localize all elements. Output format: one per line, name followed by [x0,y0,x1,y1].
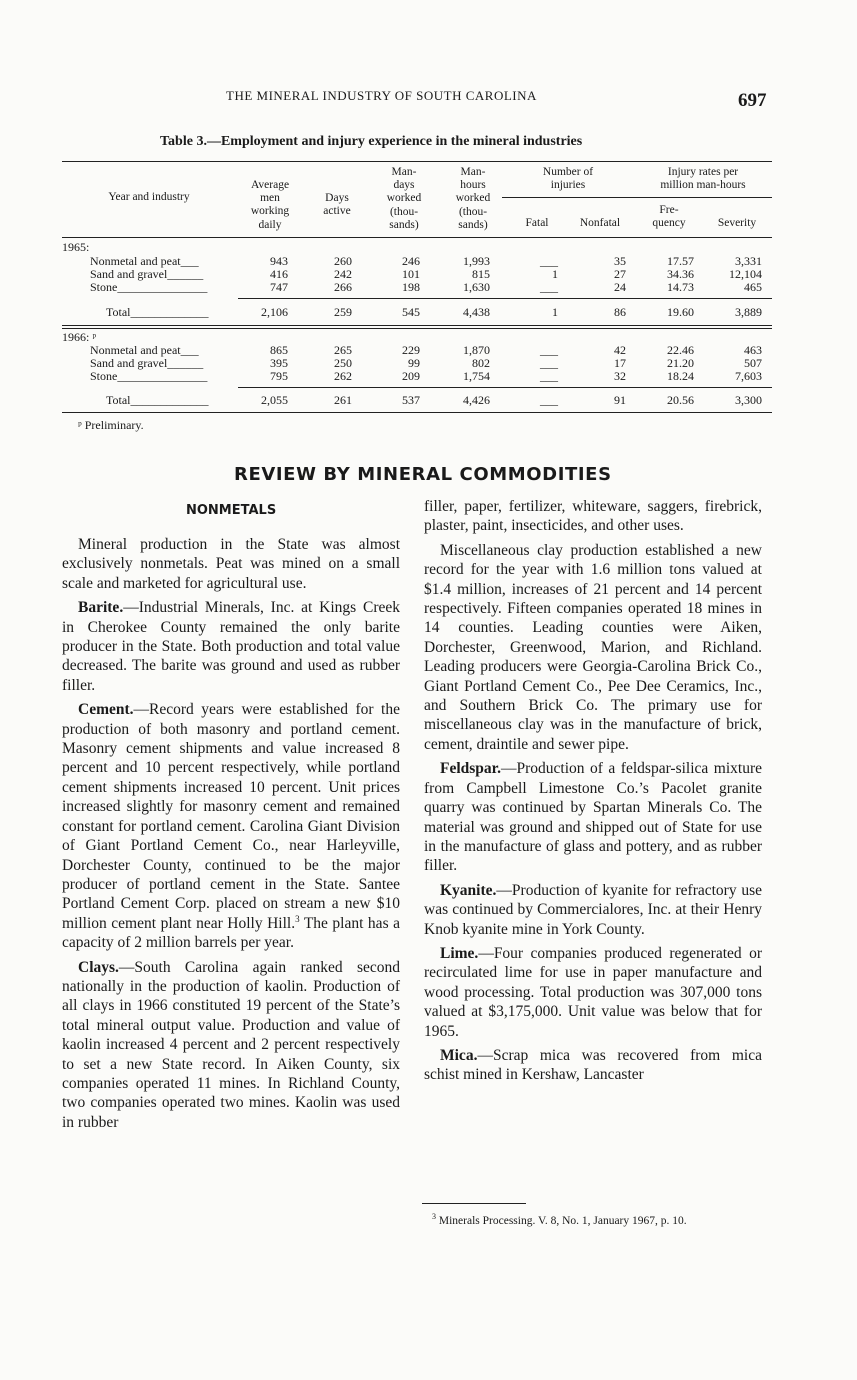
table-row [62,370,772,384]
paragraph-barite [62,598,400,695]
feldspar-text: —Production of a feldspar-silica mixture from Campbell Limestone Co.’s Pacolet granite quarry was continued by Spartan Minerals Co. The material was ground and shipped out of State for use in the manufacture of glass and pottery, and as rubber filler. [424,760,762,875]
block-rule-1 [62,325,772,326]
cell-men: 416 [270,267,288,281]
cell-days: 250 [334,356,352,370]
cell-men: 865 [270,343,288,357]
cell-men: 795 [270,369,288,383]
cell-fatal: ___ [540,393,558,407]
right-column [424,497,762,1090]
subtotal-rule [238,387,772,388]
cell-mandays: 198 [402,280,420,294]
cell-nonfatal: 32 [614,369,626,383]
cell-frequency: 20.56 [667,393,694,407]
cell-days: 242 [334,267,352,281]
header-man-days: Man- days worked (thou- sands) [386,166,422,231]
table-bottom-rule [62,412,772,413]
barite-heading: Barite. [78,599,124,617]
barite-text: —Industrial Minerals, Inc. at Kings Creek in Cherokee County remained the only barite producer in the State. Both production and total value decreased. The barite was ground and used as rubber filler. [62,599,400,694]
paragraph-lime [424,944,762,1041]
cell-manhours: 1,870 [463,343,490,357]
cell-frequency: 14.73 [667,280,694,294]
header-frequency: Fre- quency [652,204,686,230]
clays-text: —South Carolina again ranked second nationally in the production of kaolin. Production of all clays in 1966 constituted 19 percent of the State’s total mineral output value. Production and value of kaolin increased 4 percent and 2 percent respectively to set a new State record. In Aiken County, six companies operated 11 mines. In Richland County, two companies operated two mines. Kaolin was used in rubber [62,958,400,1131]
cell-severity: 3,889 [735,305,762,319]
table-row-total [62,306,772,320]
cell-manhours: 1,993 [463,254,490,268]
clays-heading: Clays. [78,958,119,976]
footnote-ref: 3 [295,913,300,924]
paragraph-mica [424,1046,762,1085]
subtotal-rule [238,298,772,299]
cell-men: 943 [270,254,288,268]
section-title: REVIEW BY MINERAL COMMODITIES [234,464,612,485]
footnote-3 [424,1210,768,1228]
footnote-text: Minerals Processing. V. 8, No. 1, January 1967, p. 10. [436,1214,687,1227]
row-label: Nonmetal and peat___ [90,343,199,357]
page-number: 697 [738,90,767,111]
header-injury-rates: Injury rates per million man-hours [660,166,746,192]
cell-nonfatal: 35 [614,254,626,268]
cell-nonfatal: 27 [614,267,626,281]
cell-severity: 7,603 [735,369,762,383]
cell-mandays: 229 [402,343,420,357]
cell-mandays: 99 [408,356,420,370]
cell-frequency: 18.24 [667,369,694,383]
cell-fatal: ___ [540,280,558,294]
row-label: Nonmetal and peat___ [90,254,199,268]
cell-manhours: 1,754 [463,369,490,383]
header-year-industry: Year and industry [108,191,190,203]
paragraph-misc-clay: Miscellaneous clay production established a new record for the year with 1.6 million tons valued at $1.4 million, increases of 21 percent and 14 percent respectively. Fifteen companies operated 18 mines in 14 counties. Leading counties were Aiken, Dorchester, Greenwood, Marion, and Richland. Leading producers were Georgia-Carolina Brick Co., Giant Portland Cement Co., Pee Dee Ceramics, Inc., and Southern Brick Co. The primary use for miscellaneous clay was in the manufacture of brick, cement, draintile and sewer pipe. [424,541,762,753]
header-sub-rule [502,197,772,198]
lime-text: —Four companies produced regenerated or recirculated lime for use in paper manufacture and wood processing. Total production was 307,000 tons valued at $3,175,000. Unit value was below that for 1965. [424,944,762,1040]
footnote-rule [422,1203,526,1204]
header-days-active: Days active [323,192,351,218]
cell-nonfatal: 86 [614,305,626,319]
cell-manhours: 802 [472,356,490,370]
footnote-mark: 3 [432,1212,436,1221]
cement-text: —Record years were established for the production of both masonry and portland cement. Masonry cement shipments and value increased 8 percent and 10 percent respectively, while portland cement shipments increased 10 percent. Unit prices increased slightly for masonry cement and remained constant for portland cement. Carolina Giant Division of Giant Portland Cement Co., near Harleyville, Dorchester County, continued to be the major producer of portland cement in the State. Santee Portland Cement Corp. placed on stream a new $10 million cement plant near Holly Hill. [62,701,400,932]
cell-days: 262 [334,369,352,383]
table-row [62,281,772,295]
row-label: Total_____________ [106,305,209,319]
table-title: Table 3.—Employment and injury experience in the mineral industries [160,134,583,149]
cell-manhours: 4,438 [463,305,490,319]
table-top-rule [62,161,772,162]
table-footnote: ᵖ Preliminary. [78,418,144,432]
paragraph-feldspar [424,759,762,875]
cell-severity: 507 [744,356,762,370]
row-label: Stone_______________ [90,280,208,294]
cell-days: 260 [334,254,352,268]
running-title: THE MINERAL INDUSTRY OF SOUTH CAROLINA [226,88,537,103]
cell-men: 395 [270,356,288,370]
row-label: Total_____________ [106,393,209,407]
cell-frequency: 22.46 [667,343,694,357]
paragraph-clays-cont: filler, paper, fertilizer, whiteware, saggers, firebrick, plaster, paint, insecticides, and other uses. [424,498,762,535]
cell-men: 2,055 [261,393,288,407]
header-fatal: Fatal [525,217,549,229]
kyanite-text: —Production of kyanite for refractory use was continued by Commercialores, Inc. at their Henry Knob kyanite mine in York County. [424,881,762,938]
cell-fatal: ___ [540,254,558,268]
cell-mandays: 537 [402,393,420,407]
row-label: Sand and gravel______ [90,267,204,281]
paragraph-kyanite [424,881,762,939]
paragraph-intro: Mineral production in the State was almost exclusively nonmetals. Peat was mined on a small scale and marketed for agricultural use. [62,536,400,592]
cell-manhours: 4,426 [463,393,490,407]
header-nonfatal: Nonfatal [579,217,621,229]
cell-days: 261 [334,393,352,407]
cell-fatal: ___ [540,369,558,383]
cell-nonfatal: 24 [614,280,626,294]
header-bottom-rule [62,237,772,238]
cell-men: 747 [270,280,288,294]
cell-fatal: 1 [552,267,558,281]
cell-days: 266 [334,280,352,294]
paragraph-cement [62,700,400,952]
cell-nonfatal: 42 [614,343,626,357]
header-avg-men: Average men working daily [250,179,290,231]
cell-severity: 3,331 [735,254,762,268]
cell-mandays: 101 [402,267,420,281]
cell-men: 2,106 [261,305,288,319]
cell-fatal: ___ [540,356,558,370]
cement-heading: Cement. [78,701,134,719]
header-num-injuries: Number of injuries [542,166,594,192]
cell-manhours: 1,630 [463,280,490,294]
cell-frequency: 17.57 [667,254,694,268]
cell-fatal: 1 [552,305,558,319]
left-column [62,535,400,1137]
header-man-hours: Man- hours worked (thou- sands) [455,166,491,231]
cell-severity: 12,104 [729,267,762,281]
cell-frequency: 21.20 [667,356,694,370]
block-rule-2 [62,328,772,329]
cell-days: 265 [334,343,352,357]
cell-severity: 3,300 [735,393,762,407]
header-severity: Severity [717,217,757,229]
row-label: Sand and gravel______ [90,356,204,370]
cell-severity: 465 [744,280,762,294]
cell-mandays: 209 [402,369,420,383]
year-1966: 1966: ᵖ [62,330,97,344]
cell-severity: 463 [744,343,762,357]
cell-mandays: 545 [402,305,420,319]
mica-heading: Mica. [440,1046,478,1064]
cell-manhours: 815 [472,267,490,281]
paragraph-clays [62,958,400,1133]
cell-frequency: 34.36 [667,267,694,281]
cement-text-tail: The plant has a capacity of 2 million barrels per year. [62,914,400,952]
lime-heading: Lime. [440,944,479,962]
cell-nonfatal: 17 [614,356,626,370]
year-1965: 1965: [62,240,90,254]
cell-mandays: 246 [402,254,420,268]
feldspar-heading: Feldspar. [440,760,502,778]
subsection-title: NONMETALS [186,503,277,518]
cell-days: 259 [334,305,352,319]
table-row-total [62,394,772,408]
cell-fatal: ___ [540,343,558,357]
cell-nonfatal: 91 [614,393,626,407]
cell-frequency: 19.60 [667,305,694,319]
kyanite-heading: Kyanite. [440,881,497,899]
row-label: Stone_______________ [90,369,208,383]
mica-text: —Scrap mica was recovered from mica schist mined in Kershaw, Lancaster [424,1046,762,1084]
